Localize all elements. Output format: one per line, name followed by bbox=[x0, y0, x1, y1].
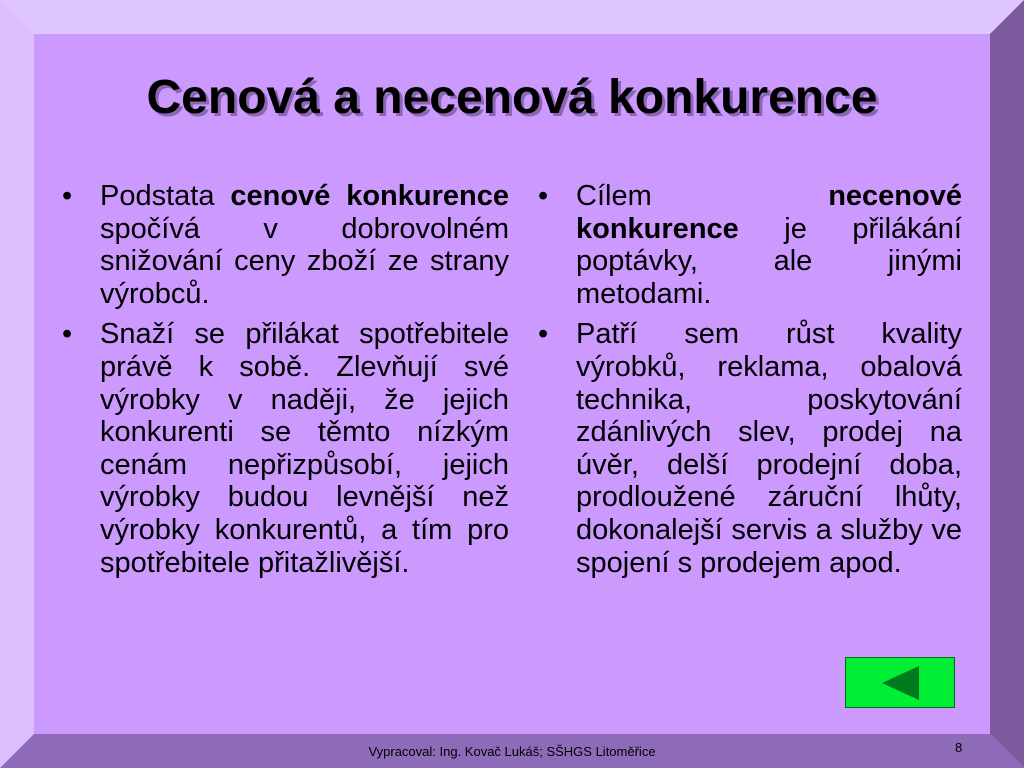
left-column bbox=[62, 180, 509, 587]
right-bullet-2-text: Patří sem růst kvality výrobků, reklama, obalová technika, poskytování zdánlivých slev, prodej na úvěr, delší prodejní doba, prodloužené záruční lhůty, dokonalejší servis a služby ve spojení s prodejem apod. bbox=[576, 318, 962, 579]
bevel-right bbox=[990, 0, 1024, 768]
right-bullet-2 bbox=[538, 318, 962, 579]
left-bullet-1 bbox=[62, 180, 509, 310]
left-triangle-arrow-icon bbox=[846, 658, 954, 707]
left-bullet-1-post: spočívá v dobrovolném snižování ceny zboží ze strany výrobců. bbox=[100, 212, 509, 310]
slide-title: Cenová a necenová konkurence bbox=[146, 71, 878, 124]
right-bullet-1 bbox=[538, 180, 962, 310]
footer-credit: Vypracoval: Ing. Kovač Lukáš; SŠHGS Litoměřice bbox=[368, 744, 656, 759]
bullet-icon: • bbox=[538, 180, 549, 212]
right-bullet-list bbox=[538, 180, 962, 579]
right-bullet-1-post: je přilákání poptávky, ale jinými metodami. bbox=[576, 212, 962, 310]
right-bullet-1-bold: necenové konkurence bbox=[576, 180, 962, 245]
left-bullet-1-bold: cenové konkurence bbox=[230, 180, 509, 212]
bullet-icon: • bbox=[538, 318, 549, 351]
right-column bbox=[538, 180, 962, 587]
back-button[interactable] bbox=[845, 657, 955, 708]
bullet-icon: • bbox=[62, 180, 73, 212]
bevel-top bbox=[0, 0, 1024, 34]
right-bullet-1-pre: Cílem bbox=[576, 180, 829, 212]
left-bullet-list bbox=[62, 180, 509, 579]
left-bullet-1-pre: Podstata bbox=[100, 180, 231, 212]
page-number: 8 bbox=[955, 740, 963, 755]
bullet-icon: • bbox=[62, 318, 73, 351]
left-bullet-2 bbox=[62, 318, 509, 579]
left-bullet-2-text: Snaží se přilákat spotřebitele právě k sobě. Zlevňují své výrobky v naději, že jejich konkurenti se těmto nízkým cenám nepřizpůsobí, jejich výrobky budou levnější než výrobky konkurentů, a tím pro spotřebitele přitažlivější. bbox=[100, 318, 509, 579]
bevel-left bbox=[0, 0, 34, 768]
